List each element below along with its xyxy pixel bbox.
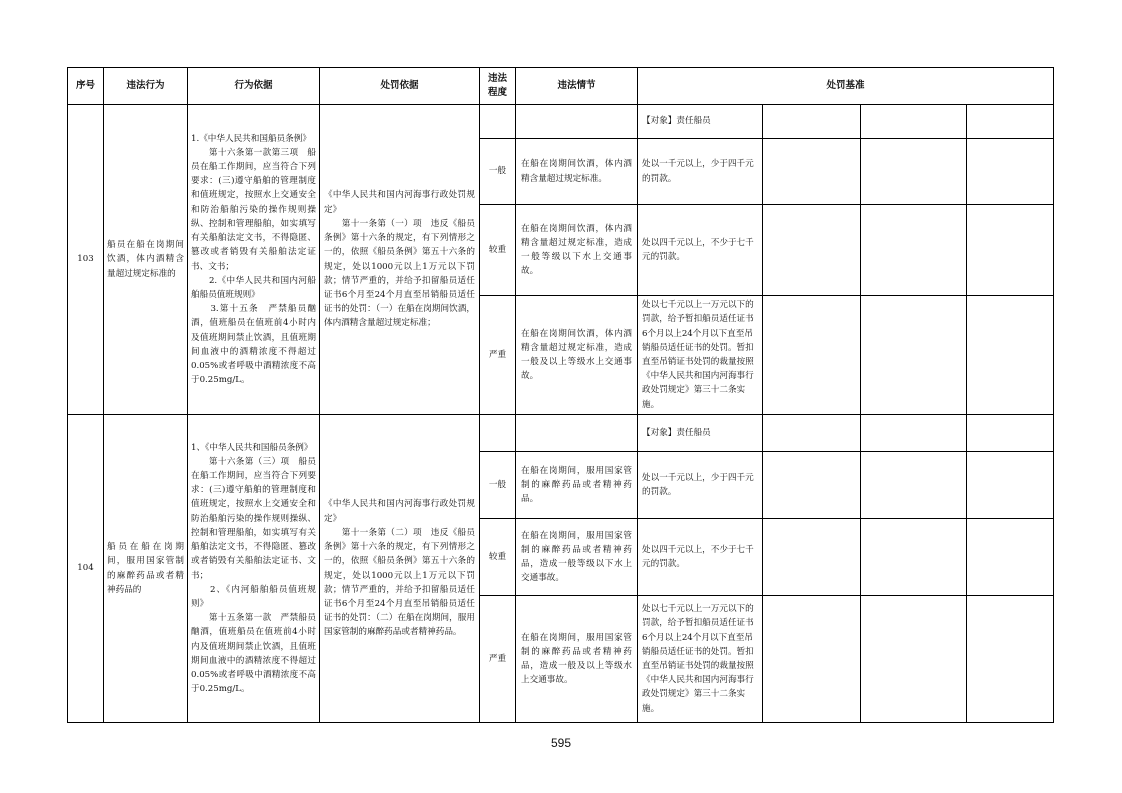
empty-cell	[967, 105, 1054, 139]
standard-cell: 处以一千元以上，少于四千元的罚款。	[638, 452, 763, 519]
empty-cell	[763, 105, 861, 139]
table-row	[68, 105, 1054, 139]
header-degree: 违法 程度	[480, 68, 516, 105]
table-row	[68, 415, 1054, 452]
empty-cell	[967, 519, 1054, 596]
empty-cell	[763, 205, 861, 296]
situation-cell: 在船在岗期间饮酒，体内酒精含量超过规定标准。	[516, 139, 638, 205]
degree-cell: 严重	[480, 296, 516, 415]
empty-cell	[967, 296, 1054, 415]
situation-cell: 在船在岗期间饮酒，体内酒精含量超过规定标准，造成一般等级以下水上交通事故。	[516, 205, 638, 296]
page-number: 595	[550, 736, 572, 750]
empty-cell	[967, 452, 1054, 519]
penalty-basis: 《中华人民共和国内河海事行政处罚规定》 第十一条第（一）项 违反《船员条例》第十六条的规定，有下列情形之一的，依照《船员条例》第五十六条的规定，处以1000元以上1万元以下罚款；情节严重的，并给予扣留船员适任证书6个月至24个月直至吊销船员适任证书的处罚：（一）在船在岗期间饮酒，体内酒精含量超过规定标准；	[320, 105, 480, 415]
row-number: 104	[68, 415, 104, 723]
empty-cell	[967, 596, 1054, 723]
empty-cell	[861, 452, 967, 519]
empty-cell	[763, 415, 861, 452]
degree-cell: 一般	[480, 452, 516, 519]
violation-act: 船员在船在岗期间饮酒，体内酒精含量超过规定标准的	[104, 105, 188, 415]
row-number: 103	[68, 105, 104, 415]
empty-cell	[861, 105, 967, 139]
situation-cell: 在船在岗期间，服用国家管制的麻醉药品或者精神药品，造成一般等级以下水上交通事故。	[516, 519, 638, 596]
standard-cell: 处以一千元以上，少于四千元的罚款。	[638, 139, 763, 205]
empty-cell	[763, 296, 861, 415]
empty-cell	[861, 139, 967, 205]
situation-cell: 在船在岗期间，服用国家管制的麻醉药品或者精神药品，造成一般及以上等级水上交通事故。	[516, 596, 638, 723]
header-act: 违法行为	[104, 68, 188, 105]
header-standard: 处罚基准	[638, 68, 1054, 105]
empty-cell	[763, 596, 861, 723]
header-penalty-basis: 处罚依据	[320, 68, 480, 105]
act-basis: 1.《中华人民共和国船员条例》 第十六条第一款第三项 船员在船工作期间，应当符合下列要求：(三)遵守船舶的管理制度和值班规定，按照水上交通安全和防治船舶污染的操作规则操纵、控制和管理船舶，如实填写有关船舶法定文书，不得隐匿、篡改或者销毁有关船舶法定证书、文书； 2.《中华人民共和国内河船舶船员值班规则》 3.第十五条 严禁船员酗酒，值班船员在值班前4小时内及值班期间禁止饮酒，且值班期间血液中的酒精浓度不得超过0.05%或者呼吸中酒精浓度不高于0.25mg/L。	[188, 105, 320, 415]
penalty-object: 【对象】责任船员	[638, 105, 763, 139]
empty-cell	[861, 296, 967, 415]
standard-cell: 处以七千元以上一万元以下的罚款，给予暂扣船员适任证书6个月以上24个月以下直至吊销船员适任证书的处罚。暂扣直至吊销证书处罚的裁量按照《中华人民共和国内河海事行政处罚规定》第三十二条实施。	[638, 596, 763, 723]
degree-cell: 较重	[480, 205, 516, 296]
empty-cell	[861, 205, 967, 296]
empty-cell	[763, 519, 861, 596]
act-basis: 1、《中华人民共和国船员条例》 第十六条第（三）项 船员在船工作期间，应当符合下列要求：(三)遵守船舶的管理制度和值班规定，按照水上交通安全和防治船舶污染的操作规则操纵、控制和管理船舶，如实填写有关船舶法定文书，不得隐匿、篡改或者销毁有关船舶法定证书、文书； 2、《内河船舶船员值班规则》 第十五条第一款 严禁船员酗酒，值班船员在值班前4小时内及值班期间禁止饮酒，且值班期间血液中的酒精浓度不得超过0.05%或者呼吸中酒精浓度不高于0.25mg/L。	[188, 415, 320, 723]
standard-cell: 处以四千元以上，不少于七千元的罚款。	[638, 205, 763, 296]
penalty-object: 【对象】责任船员	[638, 415, 763, 452]
header-basis: 行为依据	[188, 68, 320, 105]
situation-cell: 在船在岗期间，服用国家管制的麻醉药品或者精神药品。	[516, 452, 638, 519]
empty-cell	[516, 105, 638, 139]
degree-cell: 一般	[480, 139, 516, 205]
empty-cell	[763, 139, 861, 205]
header-row	[68, 68, 1054, 105]
standard-cell: 处以七千元以上一万元以下的罚款，给予暂扣船员适任证书6个月以上24个月以下直至吊销船员适任证书的处罚。暂扣直至吊销证书处罚的裁量按照《中华人民共和国内河海事行政处罚规定》第三十二条实施。	[638, 296, 763, 415]
violation-act: 船员在船在岗期间，服用国家管制的麻醉药品或者精神药品的	[104, 415, 188, 723]
empty-cell	[967, 205, 1054, 296]
empty-cell	[861, 415, 967, 452]
empty-cell	[861, 519, 967, 596]
empty-cell	[480, 415, 516, 452]
empty-cell	[516, 415, 638, 452]
empty-cell	[763, 452, 861, 519]
situation-cell: 在船在岗期间饮酒，体内酒精含量超过规定标准，造成一般及以上等级水上交通事故。	[516, 296, 638, 415]
header-no: 序号	[68, 68, 104, 105]
empty-cell	[967, 139, 1054, 205]
penalty-table	[67, 67, 1054, 723]
penalty-basis: 《中华人民共和国内河海事行政处罚规定》 第十一条第（二）项 违反《船员条例》第十六条的规定，有下列情形之一的，依照《船员条例》第五十六条的规定，处以1000元以上1万元以下罚款；情节严重的，并给予扣留船员适任证书6个月至24个月直至吊销船员适任证书的处罚：（二）在船在岗期间，服用国家管制的麻醉药品或者精神药品。	[320, 415, 480, 723]
degree-cell: 严重	[480, 596, 516, 723]
standard-cell: 处以四千元以上，不少于七千元的罚款。	[638, 519, 763, 596]
header-situation: 违法情节	[516, 68, 638, 105]
empty-cell	[967, 415, 1054, 452]
degree-cell: 较重	[480, 519, 516, 596]
empty-cell	[480, 105, 516, 139]
empty-cell	[861, 596, 967, 723]
